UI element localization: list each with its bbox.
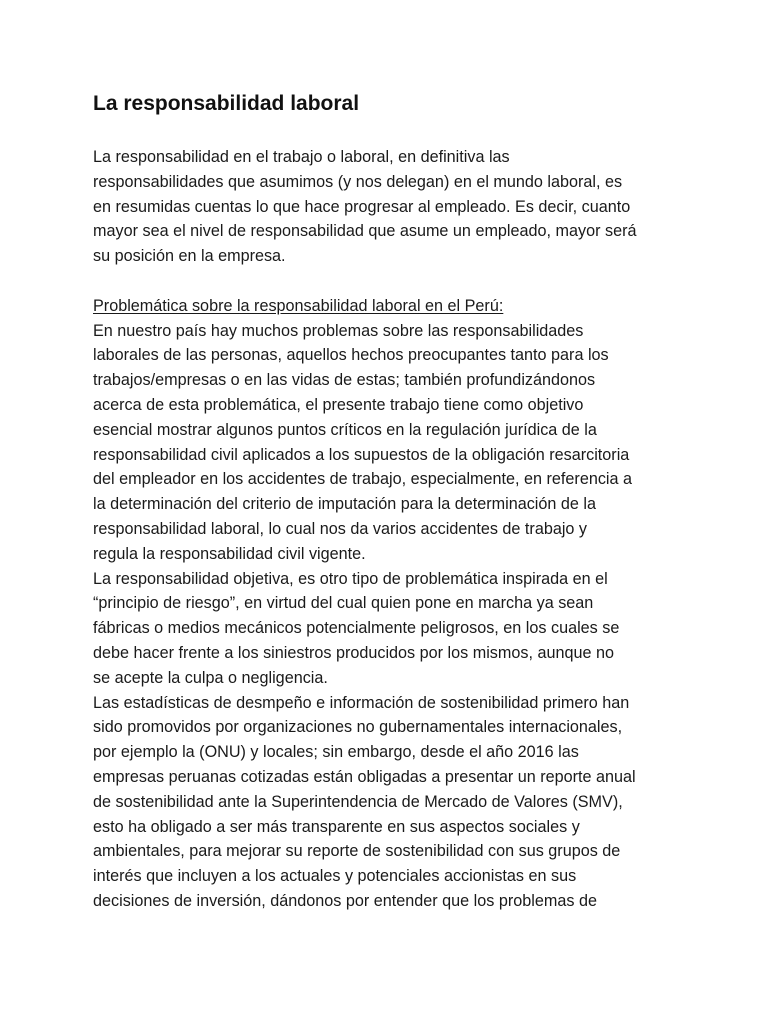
paragraph-line: decisiones de inversión, dándonos por entender que los problemas de [93,891,597,910]
paragraph-line: La responsabilidad en el trabajo o laboral, en definitiva las [93,148,510,166]
paragraph-line: se acepte la culpa o negligencia. [93,668,328,687]
paragraph-line: mayor sea el nivel de responsabilidad que asume un empleado, mayor será [93,222,637,241]
paragraph-line: Las estadísticas de desmpeño e información de sostenibilidad primero han [93,693,630,712]
paragraph-line: En nuestro país hay muchos problemas sobre las responsabilidades [93,321,584,340]
paragraph-line: responsabilidad laboral, lo cual nos da varios accidentes de trabajo y [93,519,588,538]
paragraph-line: ambientales, para mejorar su reporte de sostenibilidad con sus grupos de [93,842,621,861]
paragraph-line: en resumidas cuentas lo que hace progresar al empleado. Es decir, cuanto [93,197,631,216]
paragraph-1 [93,319,683,567]
paragraph-line: responsabilidad civil aplicados a los supuestos de la obligación resarcitoria [93,445,630,464]
paragraph-line: regula la responsabilidad civil vigente. [93,544,366,563]
paragraph-line: interés que incluyen a los actuales y potenciales accionistas en sus [93,867,577,886]
paragraph-line: de sostenibilidad ante la Superintendencia de Mercado de Valores (SMV), [93,792,623,811]
paragraph-spacer [93,269,683,294]
document-title: La responsabilidad laboral [93,92,360,115]
paragraph-line: sido promovidos por organizaciones no gubernamentales internacionales, [93,718,623,737]
paragraph-line: responsabilidades que asumimos (y nos delegan) en el mundo laboral, es [93,172,623,191]
paragraph-2 [93,567,683,691]
paragraph-line: su posición en la empresa. [93,247,286,266]
paragraph-line: por ejemplo la (ONU) y locales; sin embargo, desde el año 2016 las [93,743,579,762]
paragraph-line: esencial mostrar algunos puntos críticos en la regulación jurídica de la [93,420,597,439]
paragraph-line: la determinación del criterio de imputación para la determinación de la [93,495,596,514]
paragraph-line: trabajos/empresas o en las vidas de estas; también profundizándonos [93,371,596,390]
paragraph-line: esto ha obligado a ser más transparente en sus aspectos sociales y [93,817,580,836]
paragraph-line: fábricas o medios mecánicos potencialmente peligrosos, en los cuales se [93,619,620,638]
paragraph-line: “principio de riesgo”, en virtud del cual quien pone en marcha ya sean [93,594,594,613]
section-heading: Problemática sobre la responsabilidad laboral en el Perú: [93,296,504,315]
paragraph-line: del empleador en los accidentes de trabajo, especialmente, en referencia a [93,470,633,489]
paragraph-line: acerca de esta problemática, el presente trabajo tiene como objetivo [93,395,584,414]
paragraph-line: laborales de las personas, aquellos hechos preocupantes tanto para los [93,346,609,365]
paragraph-line: empresas peruanas cotizadas están obligadas a presentar un reporte anual [93,767,636,786]
paragraph-line: La responsabilidad objetiva, es otro tipo de problemática inspirada en el [93,569,608,588]
paragraph-line: debe hacer frente a los siniestros producidos por los mismos, aunque no [93,643,614,662]
document-page [93,91,683,914]
intro-paragraph [93,145,683,269]
paragraph-3 [93,691,683,914]
